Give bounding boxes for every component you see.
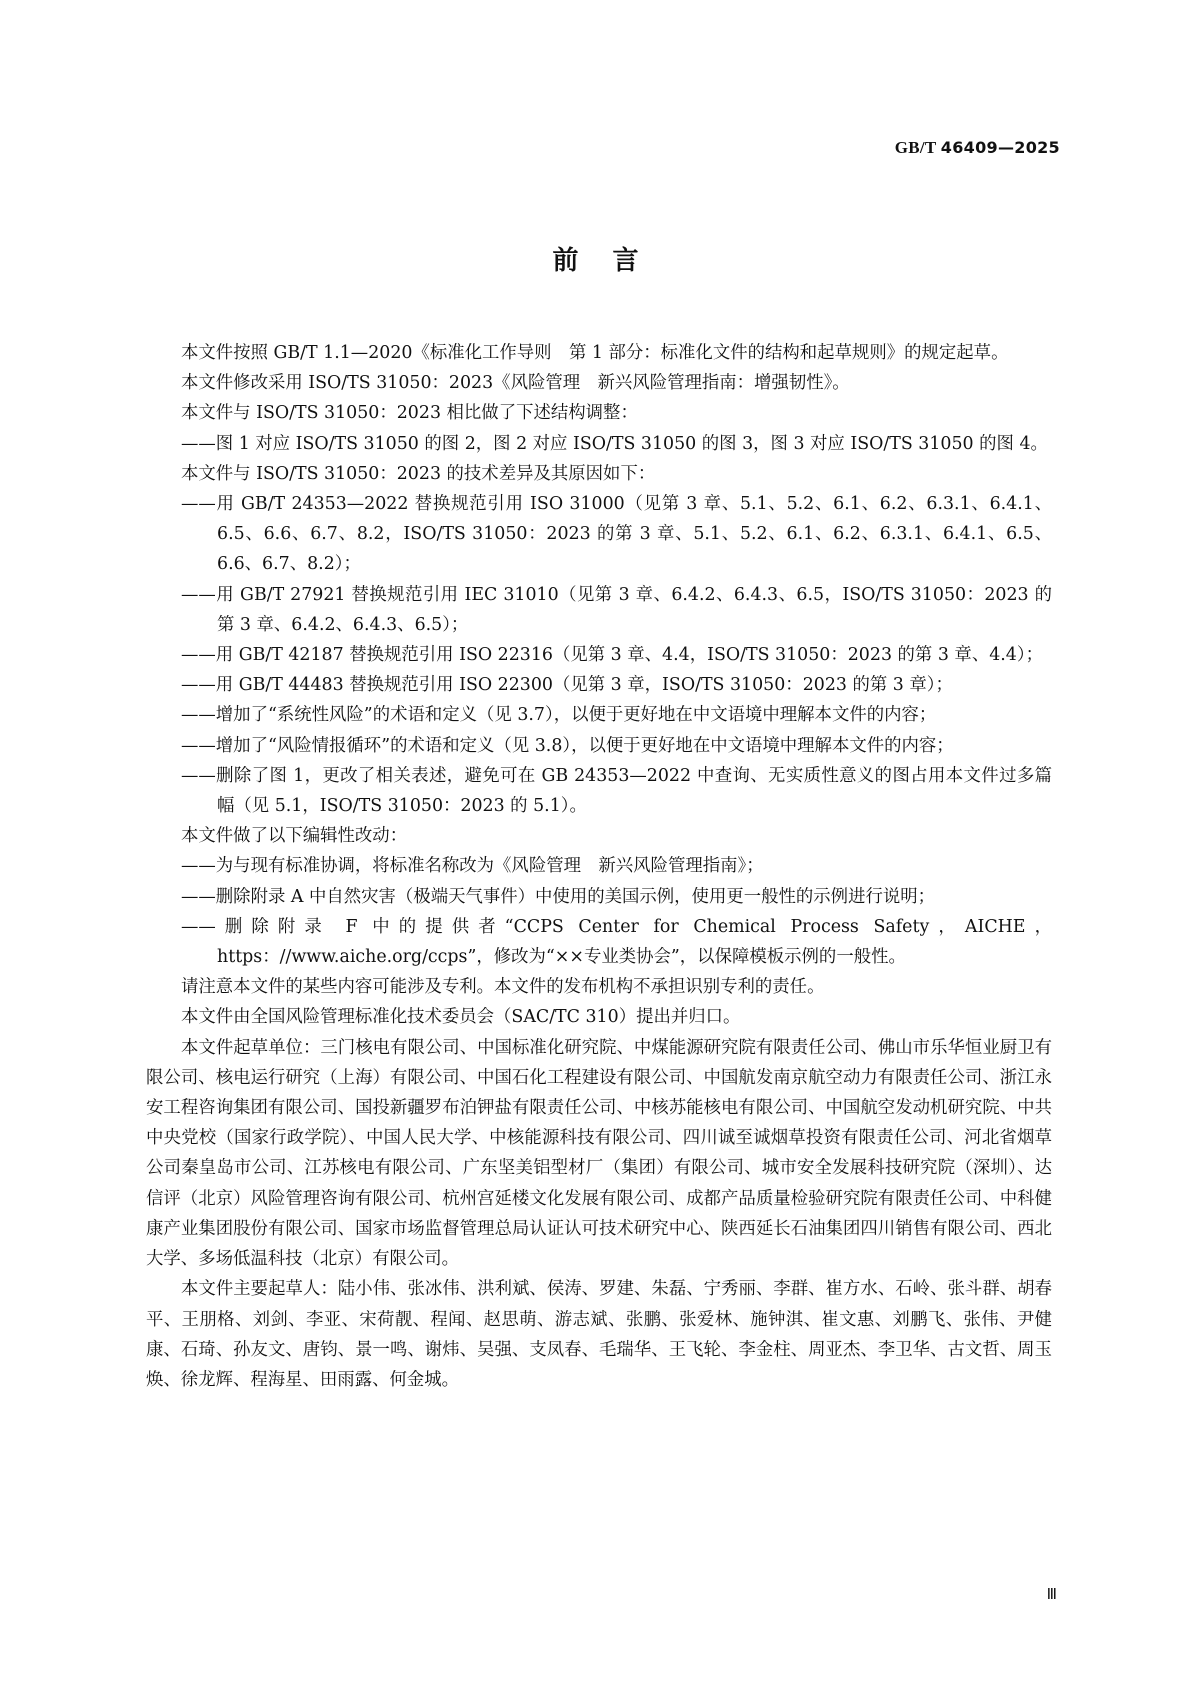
document-code-number: 46409—2025 (940, 138, 1060, 157)
list-item: ——用 GB/T 27921 替换规范引用 IEC 31010（见第 3 章、6.4.2、6.4.3、6.5，ISO/TS 31050：2023 的第 3 章、6.4.2、6.4.3、6.5）； (181, 584, 1052, 635)
list-item: ——用 GB/T 24353—2022 替换规范引用 ISO 31000（见第 3 章、5.1、5.2、6.1、6.2、6.3.1、6.4.1、6.5、6.6、6.7、8.2，ISO/TS 31050：2023 的第 3 章、5.1、5.2、6.1、6.2、6.3.1、6.4.1、6.5、6.6、6.7、8.2）； (181, 494, 1052, 575)
document-code-prefix: GB/T (894, 138, 937, 157)
list-item: ——删除附录 F 中的提供者“CCPS Center for Chemical Process Safety，AICHE，https：//www.aiche.org/ccps”，修改为“××专业类协会”，以保障模板示例的一般性。 (181, 916, 1052, 968)
list-item: ——用 GB/T 44483 替换规范引用 ISO 22300（见第 3 章，ISO/TS 31050：2023 的第 3 章）； (181, 675, 953, 696)
paragraph: 本文件主要起草人：陆小伟、张冰伟、洪利斌、侯涛、罗建、朱磊、宁秀丽、李群、崔方水、石岭、张斗群、胡春平、王朋格、刘剑、李亚、宋荷靓、程闻、赵思萌、游志斌、张鹏、张爱林、施钟淇、崔文惠、刘鹏飞、张伟、尹健康、石琦、孙友文、唐钧、景一鸣、谢炜、吴强、支凤春、毛瑞华、王飞轮、李金柱、周亚杰、李卫华、古文哲、周玉焕、徐龙辉、程海星、田雨露、何金城。 (146, 1279, 1052, 1390)
page-title: 前言 (552, 246, 673, 276)
page-number: Ⅲ (1046, 1587, 1057, 1603)
foreword-body (146, 338, 1052, 1395)
paragraph: 本文件起草单位：三门核电有限公司、中国标准化研究院、中煤能源研究院有限责任公司、佛山市乐华恒业厨卫有限公司、核电运行研究（上海）有限公司、中国石化工程建设有限公司、中国航发南京航空动力有限责任公司、浙江永安工程咨询集团有限公司、国投新疆罗布泊钾盐有限责任公司、中核苏能核电有限公司、中国航空发动机研究院、中共中央党校（国家行政学院）、中国人民大学、中核能源科技有限公司、四川诚至诚烟草投资有限责任公司、河北省烟草公司秦皇岛市公司、江苏核电有限公司、广东坚美铝型材厂（集团）有限公司、城市安全发展科技研究院（深圳）、达信评（北京）风险管理咨询有限公司、杭州宫延楼文化发展有限公司、成都产品质量检验研究院有限责任公司、中科健康产业集团股份有限公司、国家市场监督管理总局认证认可技术研究中心、陕西延长石油集团四川销售有限公司、西北大学、多场低温科技（北京）有限公司。 (146, 1037, 1052, 1270)
list-item: ——增加了“风险情报循环”的术语和定义（见 3.8），以便于更好地在中文语境中理解本文件的内容； (181, 735, 954, 756)
list-item: ——删除了图 1，更改了相关表述，避免可在 GB 24353—2022 中查询、无实质性意义的图占用本文件过多篇幅（见 5.1，ISO/TS 31050：2023 的 5.1）。 (181, 765, 1052, 817)
paragraph: 本文件修改采用 ISO/TS 31050：2023《风险管理 新兴风险管理指南：增强韧性》。 (181, 373, 850, 394)
document-code (895, 138, 1060, 158)
list-item: ——用 GB/T 42187 替换规范引用 ISO 22316（见第 3 章、4.4，ISO/TS 31050：2023 的第 3 章、4.4）； (181, 645, 1043, 666)
paragraph: 本文件由全国风险管理标准化技术委员会（SAC/TC 310）提出并归口。 (181, 1007, 741, 1028)
paragraph: 本文件与 ISO/TS 31050：2023 相比做了下述结构调整： (181, 403, 638, 424)
list-item: ——为与现有标准协调，将标准名称改为《风险管理 新兴风险管理指南》； (181, 856, 764, 877)
paragraph: 本文件做了以下编辑性改动： (181, 826, 408, 847)
paragraph: 本文件与 ISO/TS 31050：2023 的技术差异及其原因如下： (181, 463, 656, 484)
list-item: ——删除附录 A 中自然灾害（极端天气事件）中使用的美国示例，使用更一般性的示例进行说明； (181, 886, 936, 907)
list-item: ——图 1 对应 ISO/TS 31050 的图 2，图 2 对应 ISO/TS 31050 的图 3，图 3 对应 ISO/TS 31050 的图 4。 (181, 433, 1048, 454)
paragraph: 请注意本文件的某些内容可能涉及专利。本文件的发布机构不承担识别专利的责任。 (181, 977, 825, 998)
paragraph: 本文件按照 GB/T 1.1—2020《标准化工作导则 第 1 部分：标准化文件的结构和起草规则》的规定起草。 (181, 343, 1009, 363)
list-item: ——增加了“系统性风险”的术语和定义（见 3.7），以便于更好地在中文语境中理解本文件的内容； (181, 705, 937, 726)
